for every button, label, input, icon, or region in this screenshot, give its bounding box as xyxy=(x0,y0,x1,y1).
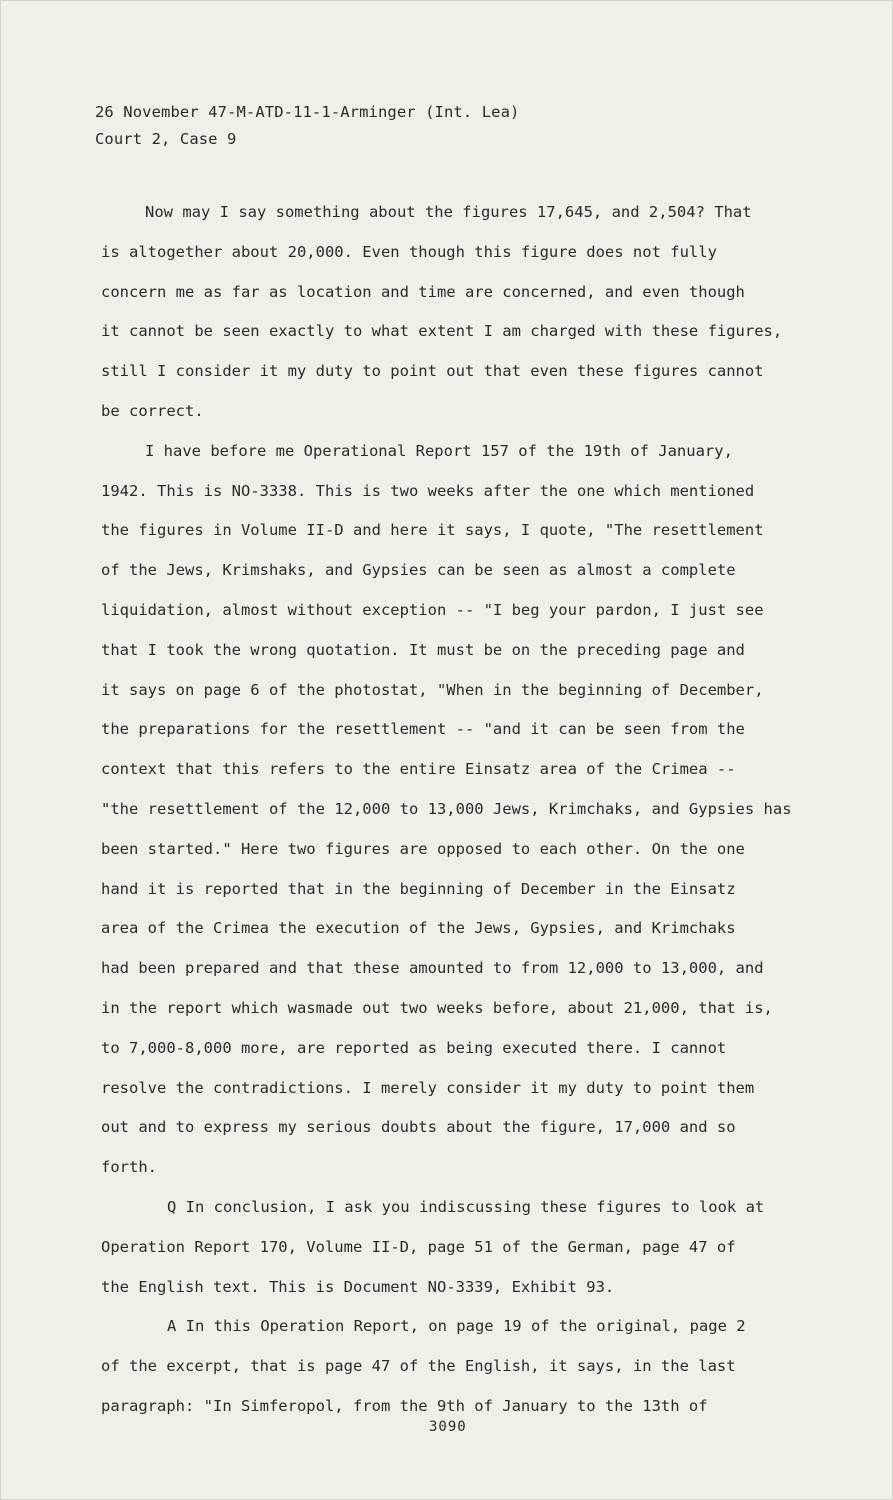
text-line: in the report which wasmade out two weeks before, about 21,000, that is, xyxy=(101,998,773,1017)
page-number: 3090 xyxy=(429,1419,467,1435)
text-line: is altogether about 20,000. Even though this figure does not fully xyxy=(101,242,717,261)
text-line: the figures in Volume II-D and here it says, I quote, "The resettlement xyxy=(101,521,764,540)
header-session-line: 26 November 47-M-ATD-11-1-Arminger (Int. Lea) xyxy=(95,103,520,121)
text-line: the preparations for the resettlement -- "and it can be seen from the xyxy=(101,720,745,739)
text-line: had been prepared and that these amounted to from 12,000 to 13,000, and xyxy=(101,959,764,978)
text-line: paragraph: "In Simferopol, from the 9th of January to the 13th of xyxy=(101,1396,708,1415)
transcript-body xyxy=(101,193,821,1427)
text-line: of the Jews, Krimshaks, and Gypsies can be seen as almost a complete xyxy=(101,561,736,580)
text-line: to 7,000-8,000 more, are reported as being executed there. I cannot xyxy=(101,1038,727,1057)
text-line: "the resettlement of the 12,000 to 13,000 Jews, Krimchaks, and Gypsies has xyxy=(101,799,792,818)
text-line: it cannot be seen exactly to what extent I am charged with these figures, xyxy=(101,322,783,341)
text-line: be correct. xyxy=(101,401,204,420)
text-line: hand it is reported that in the beginning of December in the Einsatz xyxy=(101,879,736,898)
text-line: that I took the wrong quotation. It must be on the preceding page and xyxy=(101,640,745,659)
text-line: context that this refers to the entire Einsatz area of the Crimea -- xyxy=(101,760,736,779)
text-line: 1942. This is NO-3338. This is two weeks after the one which mentioned xyxy=(101,481,755,500)
text-line: liquidation, almost without exception -- "I beg your pardon, I just see xyxy=(101,600,764,619)
text-line: resolve the contradictions. I merely consider it my duty to point them xyxy=(101,1078,755,1097)
text-line: still I consider it my duty to point out that even these figures cannot xyxy=(101,362,764,381)
text-line: the English text. This is Document NO-3339, Exhibit 93. xyxy=(101,1277,615,1296)
text-line: forth. xyxy=(101,1158,157,1177)
header-court-line: Court 2, Case 9 xyxy=(95,130,237,148)
text-line: Now may I say something about the figures 17,645, and 2,504? That xyxy=(145,203,752,221)
document-header xyxy=(95,99,519,153)
question-line: Q In conclusion, I ask you indiscussing these figures to look at xyxy=(167,1197,765,1216)
text-line: I have before me Operational Report 157 of the 19th of January, xyxy=(145,441,733,460)
text-line: it says on page 6 of the photostat, "When in the beginning of December, xyxy=(101,680,764,699)
text-line: been started." Here two figures are opposed to each other. On the one xyxy=(101,839,745,858)
text-line: area of the Crimea the execution of the Jews, Gypsies, and Krimchaks xyxy=(101,919,736,938)
text-line: out and to express my serious doubts about the figure, 17,000 and so xyxy=(101,1118,736,1137)
text-line: of the excerpt, that is page 47 of the English, it says, in the last xyxy=(101,1357,736,1376)
text-line: concern me as far as location and time are concerned, and even though xyxy=(101,282,745,301)
text-line: Operation Report 170, Volume II-D, page 51 of the German, page 47 of xyxy=(101,1237,736,1256)
answer-line: A In this Operation Report, on page 19 of the original, page 2 xyxy=(167,1317,746,1336)
